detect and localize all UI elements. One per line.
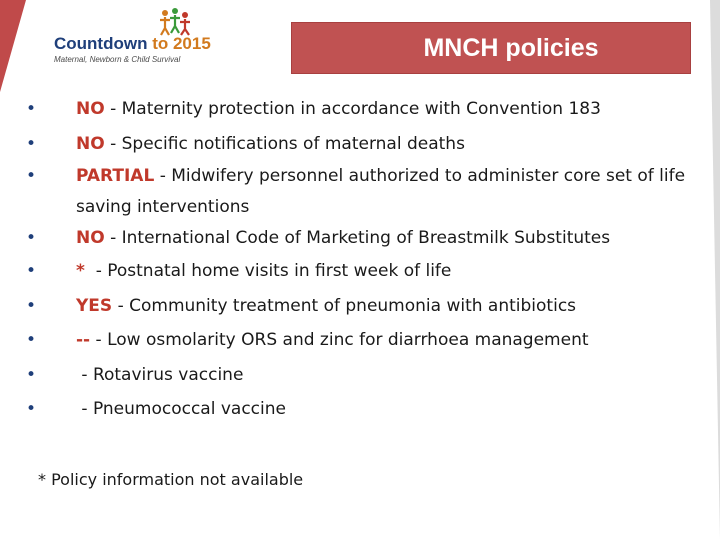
footnote: * Policy information not available <box>38 470 304 489</box>
bullet-icon: • <box>26 261 37 281</box>
policy-status: PARTIAL <box>76 166 155 186</box>
policy-item <box>26 161 696 223</box>
policy-text: - Maternity protection in accordance with Convention 183 <box>104 99 601 119</box>
policy-status: YES <box>76 295 113 316</box>
policy-item <box>26 323 696 358</box>
policy-item <box>26 223 696 254</box>
bullet-icon: • <box>26 99 37 119</box>
policy-text: - Community treatment of pneumonia with antibiotics <box>112 295 577 316</box>
policy-item <box>26 254 696 289</box>
policy-text: - Postnatal home visits in first week of life <box>84 261 452 281</box>
policy-item <box>26 127 696 162</box>
people-figures-icon <box>158 8 192 36</box>
logo-tagline: Maternal, Newborn & Child Survival <box>54 55 181 64</box>
policy-status: NO <box>76 228 105 248</box>
policy-text: - Low osmolarity ORS and zinc for diarrhoea management <box>90 330 589 350</box>
title-banner <box>291 22 691 74</box>
bullet-icon: • <box>26 399 37 419</box>
logo-name: Countdown to 2015 <box>54 34 211 53</box>
policy-item <box>26 92 696 127</box>
policy-text: - Midwifery personnel authorized to administer core set of life saving interventions <box>76 166 686 217</box>
corner-accent-right <box>710 0 720 540</box>
policy-status: NO <box>76 99 105 119</box>
policy-list <box>26 92 696 427</box>
policy-status: * <box>76 261 85 281</box>
policy-text: - Specific notifications of maternal deaths <box>104 133 465 154</box>
policy-item <box>26 358 696 393</box>
countdown-logo <box>48 8 218 68</box>
policy-text: - Rotavirus vaccine <box>76 364 244 385</box>
policy-status: NO <box>76 133 105 154</box>
bullet-icon: • <box>26 166 37 186</box>
bullet-icon: • <box>26 295 37 316</box>
policy-status: -- <box>76 330 91 350</box>
policy-text: - International Code of Marketing of Breastmilk Substitutes <box>104 228 611 248</box>
bullet-icon: • <box>26 330 37 350</box>
bullet-icon: • <box>26 364 37 385</box>
slide-title: MNCH policies <box>423 33 599 62</box>
bullet-icon: • <box>26 133 37 154</box>
corner-accent-left <box>0 0 26 92</box>
bullet-icon: • <box>26 228 37 248</box>
policy-item <box>26 392 696 427</box>
policy-text: - Pneumococcal vaccine <box>76 399 286 419</box>
policy-item <box>26 289 696 324</box>
